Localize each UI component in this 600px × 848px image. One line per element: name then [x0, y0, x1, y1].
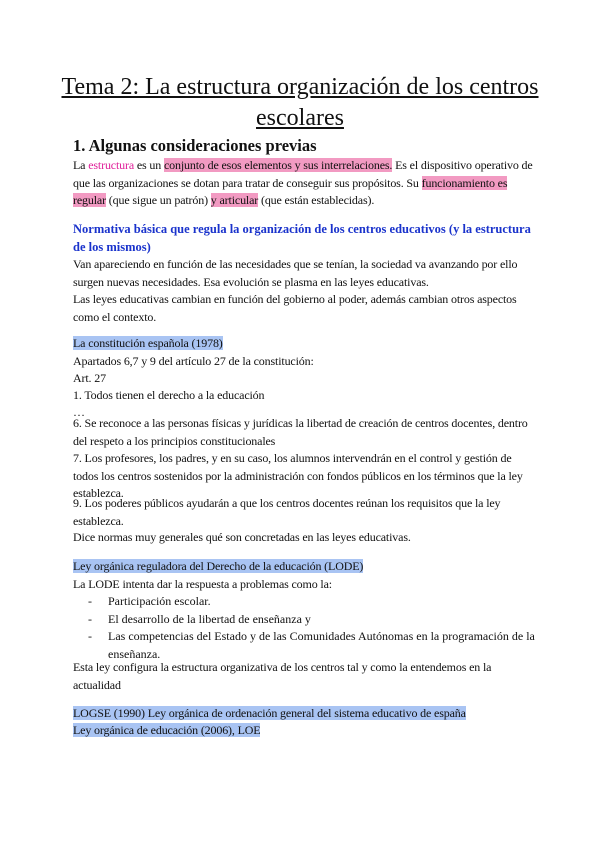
lode-heading-text: Ley orgánica reguladora del Derecho de la educación (LODE)	[73, 559, 364, 573]
normativa-heading: Normativa básica que regula la organización de los centros educativos (y la estructura de los mismos)	[73, 222, 531, 254]
lode-closing: Esta ley configura la estructura organizativa de los centros tal y como la entendemos en la actualidad	[73, 660, 492, 692]
constitucion-line: 7. Los profesores, los padres, y en su caso, los alumnos intervendrán en el control y gestión de todos los centros sostenidos por la administración con fondos públicos en los términos que la ley establezca.	[73, 451, 523, 500]
lode-list	[73, 593, 543, 663]
list-item	[73, 628, 543, 663]
constitucion-line: Art. 27	[73, 371, 106, 385]
lode-intro: La LODE intenta dar la respuesta a problemas como la:	[73, 577, 332, 591]
intro-text: (que están establecidas).	[258, 193, 375, 207]
lode-heading	[73, 558, 533, 576]
dash-bullet: -	[88, 629, 92, 643]
highlight-word-estructura: estructura	[88, 158, 135, 172]
normativa-paragraph-1: Van apareciendo en función de las necesidades que se tenían, la sociedad va avanzando por ello surgen nuevas necesidades. Esa evolución se plasma en las leyes educativas.	[73, 257, 518, 289]
list-item	[73, 611, 543, 629]
list-item-text: El desarrollo de la libertad de enseñanza y	[108, 611, 311, 626]
list-item-text: Las competencias del Estado y de las Comunidades Autónomas en la programación de la enseñanza.	[108, 629, 535, 661]
highlight-conjunto: conjunto de esos elementos y sus interrelaciones.	[163, 158, 393, 172]
list-item-text: Participación escolar.	[108, 594, 211, 608]
highlight-articular: y articular	[210, 193, 259, 207]
page-title: Tema 2: La estructura organización de los centros escolares	[61, 74, 539, 131]
loe-line	[73, 722, 533, 740]
section-heading: 1. Algunas consideraciones previas	[73, 136, 317, 155]
constitucion-heading	[73, 335, 533, 353]
intro-text: Es el dispositivo operativo de que las organizaciones se dotan para tratar de conseguir sus propósitos. Su	[73, 158, 533, 190]
intro-text: (que sigue un patrón)	[105, 193, 211, 207]
constitucion-heading-text: La constitución española (1978)	[73, 336, 223, 350]
constitucion-line: Apartados 6,7 y 9 del artículo 27 de la constitución:	[73, 354, 314, 368]
constitucion-line: 1. Todos tienen el derecho a la educación	[73, 388, 265, 402]
constitucion-line: …	[73, 405, 85, 419]
intro-text: La	[73, 158, 89, 172]
logse-line	[73, 705, 533, 723]
logse-line-text: LOGSE (1990) Ley orgánica de ordenación general del sistema educativo de españa	[73, 706, 466, 720]
loe-line-text: Ley orgánica de educación (2006), LOE	[73, 723, 261, 737]
list-item	[73, 593, 543, 611]
dash-bullet: -	[88, 611, 92, 626]
intro-text: es un	[134, 158, 164, 172]
intro-paragraph	[73, 157, 533, 210]
constitucion-line: 9. Los poderes públicos ayudarán a que los centros docentes reúnan los requisitos que la ley establezca.	[73, 496, 501, 528]
constitucion-line: 6. Se reconoce a las personas físicas y jurídicas la libertad de creación de centros docentes, dentro del respeto a los principios constitucionales	[73, 416, 528, 448]
dash-bullet: -	[88, 594, 92, 608]
normativa-paragraph-2: Las leyes educativas cambian en función del gobierno al poder, además cambian otros aspectos como el contexto.	[73, 292, 517, 324]
highlight-funcionamiento: funcionamiento es regular	[73, 175, 508, 207]
constitucion-line: Dice normas muy generales qué son concretadas en las leyes educativas.	[73, 530, 411, 544]
